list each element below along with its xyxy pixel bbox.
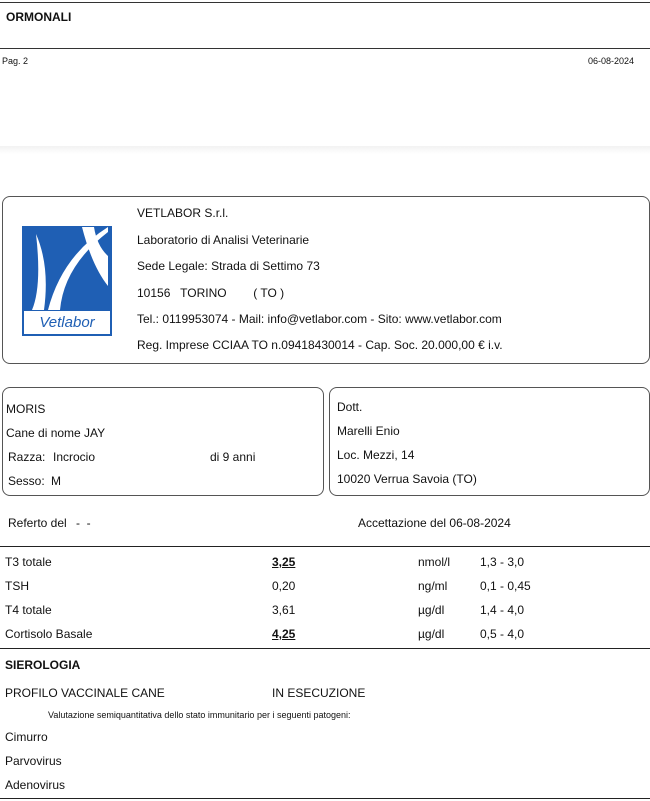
breed-value: Incrocio bbox=[53, 450, 96, 464]
referto-label: Referto del bbox=[8, 516, 67, 530]
result-value: 0,20 bbox=[272, 579, 296, 593]
svg-text:Vetlabor: Vetlabor bbox=[39, 314, 95, 331]
result-value: 3,25 bbox=[272, 555, 296, 569]
doctor-address: Loc. Mezzi, 14 bbox=[337, 448, 415, 462]
pathogen-item: Cimurro bbox=[5, 730, 48, 744]
result-range: 1,3 - 3,0 bbox=[480, 555, 525, 569]
doctor-name: Marelli Enio bbox=[337, 424, 400, 438]
vetlabor-logo bbox=[22, 226, 112, 336]
result-unit: µg/dl bbox=[418, 627, 445, 641]
page-break bbox=[0, 146, 650, 154]
header-divider bbox=[0, 48, 650, 49]
result-unit: nmol/l bbox=[418, 555, 451, 569]
breed-label: Razza: bbox=[8, 450, 46, 464]
pathogen-item: Parvovirus bbox=[5, 754, 62, 768]
serology-note: Valutazione semiquantitativa dello stato immunitario per i seguenti patogeni: bbox=[48, 710, 351, 720]
print-date: 06-08-2024 bbox=[588, 56, 635, 66]
profile-status: IN ESECUZIONE bbox=[272, 686, 366, 700]
lab-name: VETLABOR S.r.l. bbox=[137, 206, 229, 220]
result-name: T3 totale bbox=[5, 555, 52, 569]
lab-address: Sede Legale: Strada di Settimo 73 bbox=[137, 259, 320, 273]
referto-value: - - bbox=[76, 516, 91, 530]
serology-title: SIEROLOGIA bbox=[5, 658, 81, 672]
results-top-border bbox=[0, 546, 650, 547]
owner-name: MORIS bbox=[6, 402, 46, 416]
lab-contacts: Tel.: 0119953074 - Mail: info@vetlabor.com - Sito: www.vetlabor.com bbox=[137, 312, 502, 326]
lab-subtitle: Laboratorio di Analisi Veterinarie bbox=[137, 233, 310, 247]
result-value: 3,61 bbox=[272, 603, 296, 617]
result-name: TSH bbox=[5, 579, 29, 593]
animal-name: Cane di nome JAY bbox=[6, 426, 106, 440]
doctor-title: Dott. bbox=[337, 400, 363, 414]
result-unit: ng/ml bbox=[418, 579, 448, 593]
result-value: 4,25 bbox=[272, 627, 296, 641]
lab-registry: Reg. Imprese CCIAA TO n.09418430014 - Cap. Soc. 20.000,00 € i.v. bbox=[137, 338, 503, 352]
page-number: Pag. 2 bbox=[2, 56, 29, 66]
result-name: Cortisolo Basale bbox=[5, 627, 93, 641]
sex-label: Sesso: bbox=[8, 474, 45, 488]
lab-city: 10156 TORINO ( TO ) bbox=[137, 286, 285, 300]
result-unit: µg/dl bbox=[418, 603, 445, 617]
doctor-city: 10020 Verrua Savoia (TO) bbox=[337, 472, 477, 486]
sex-value: M bbox=[51, 474, 61, 488]
result-range: 0,5 - 4,0 bbox=[480, 627, 525, 641]
page-bottom-border bbox=[0, 798, 650, 799]
vaccine-profile: PROFILO VACCINALE CANE bbox=[5, 686, 165, 700]
result-name: T4 totale bbox=[5, 603, 52, 617]
results-bottom-border bbox=[0, 648, 650, 649]
acceptance-date: Accettazione del 06-08-2024 bbox=[358, 516, 511, 530]
pathogen-item: Adenovirus bbox=[5, 778, 66, 792]
result-range: 0,1 - 0,45 bbox=[480, 579, 531, 593]
top-border bbox=[0, 2, 650, 3]
result-range: 1,4 - 4,0 bbox=[480, 603, 525, 617]
section-title: ORMONALI bbox=[6, 10, 72, 24]
age-value: di 9 anni bbox=[210, 450, 256, 464]
